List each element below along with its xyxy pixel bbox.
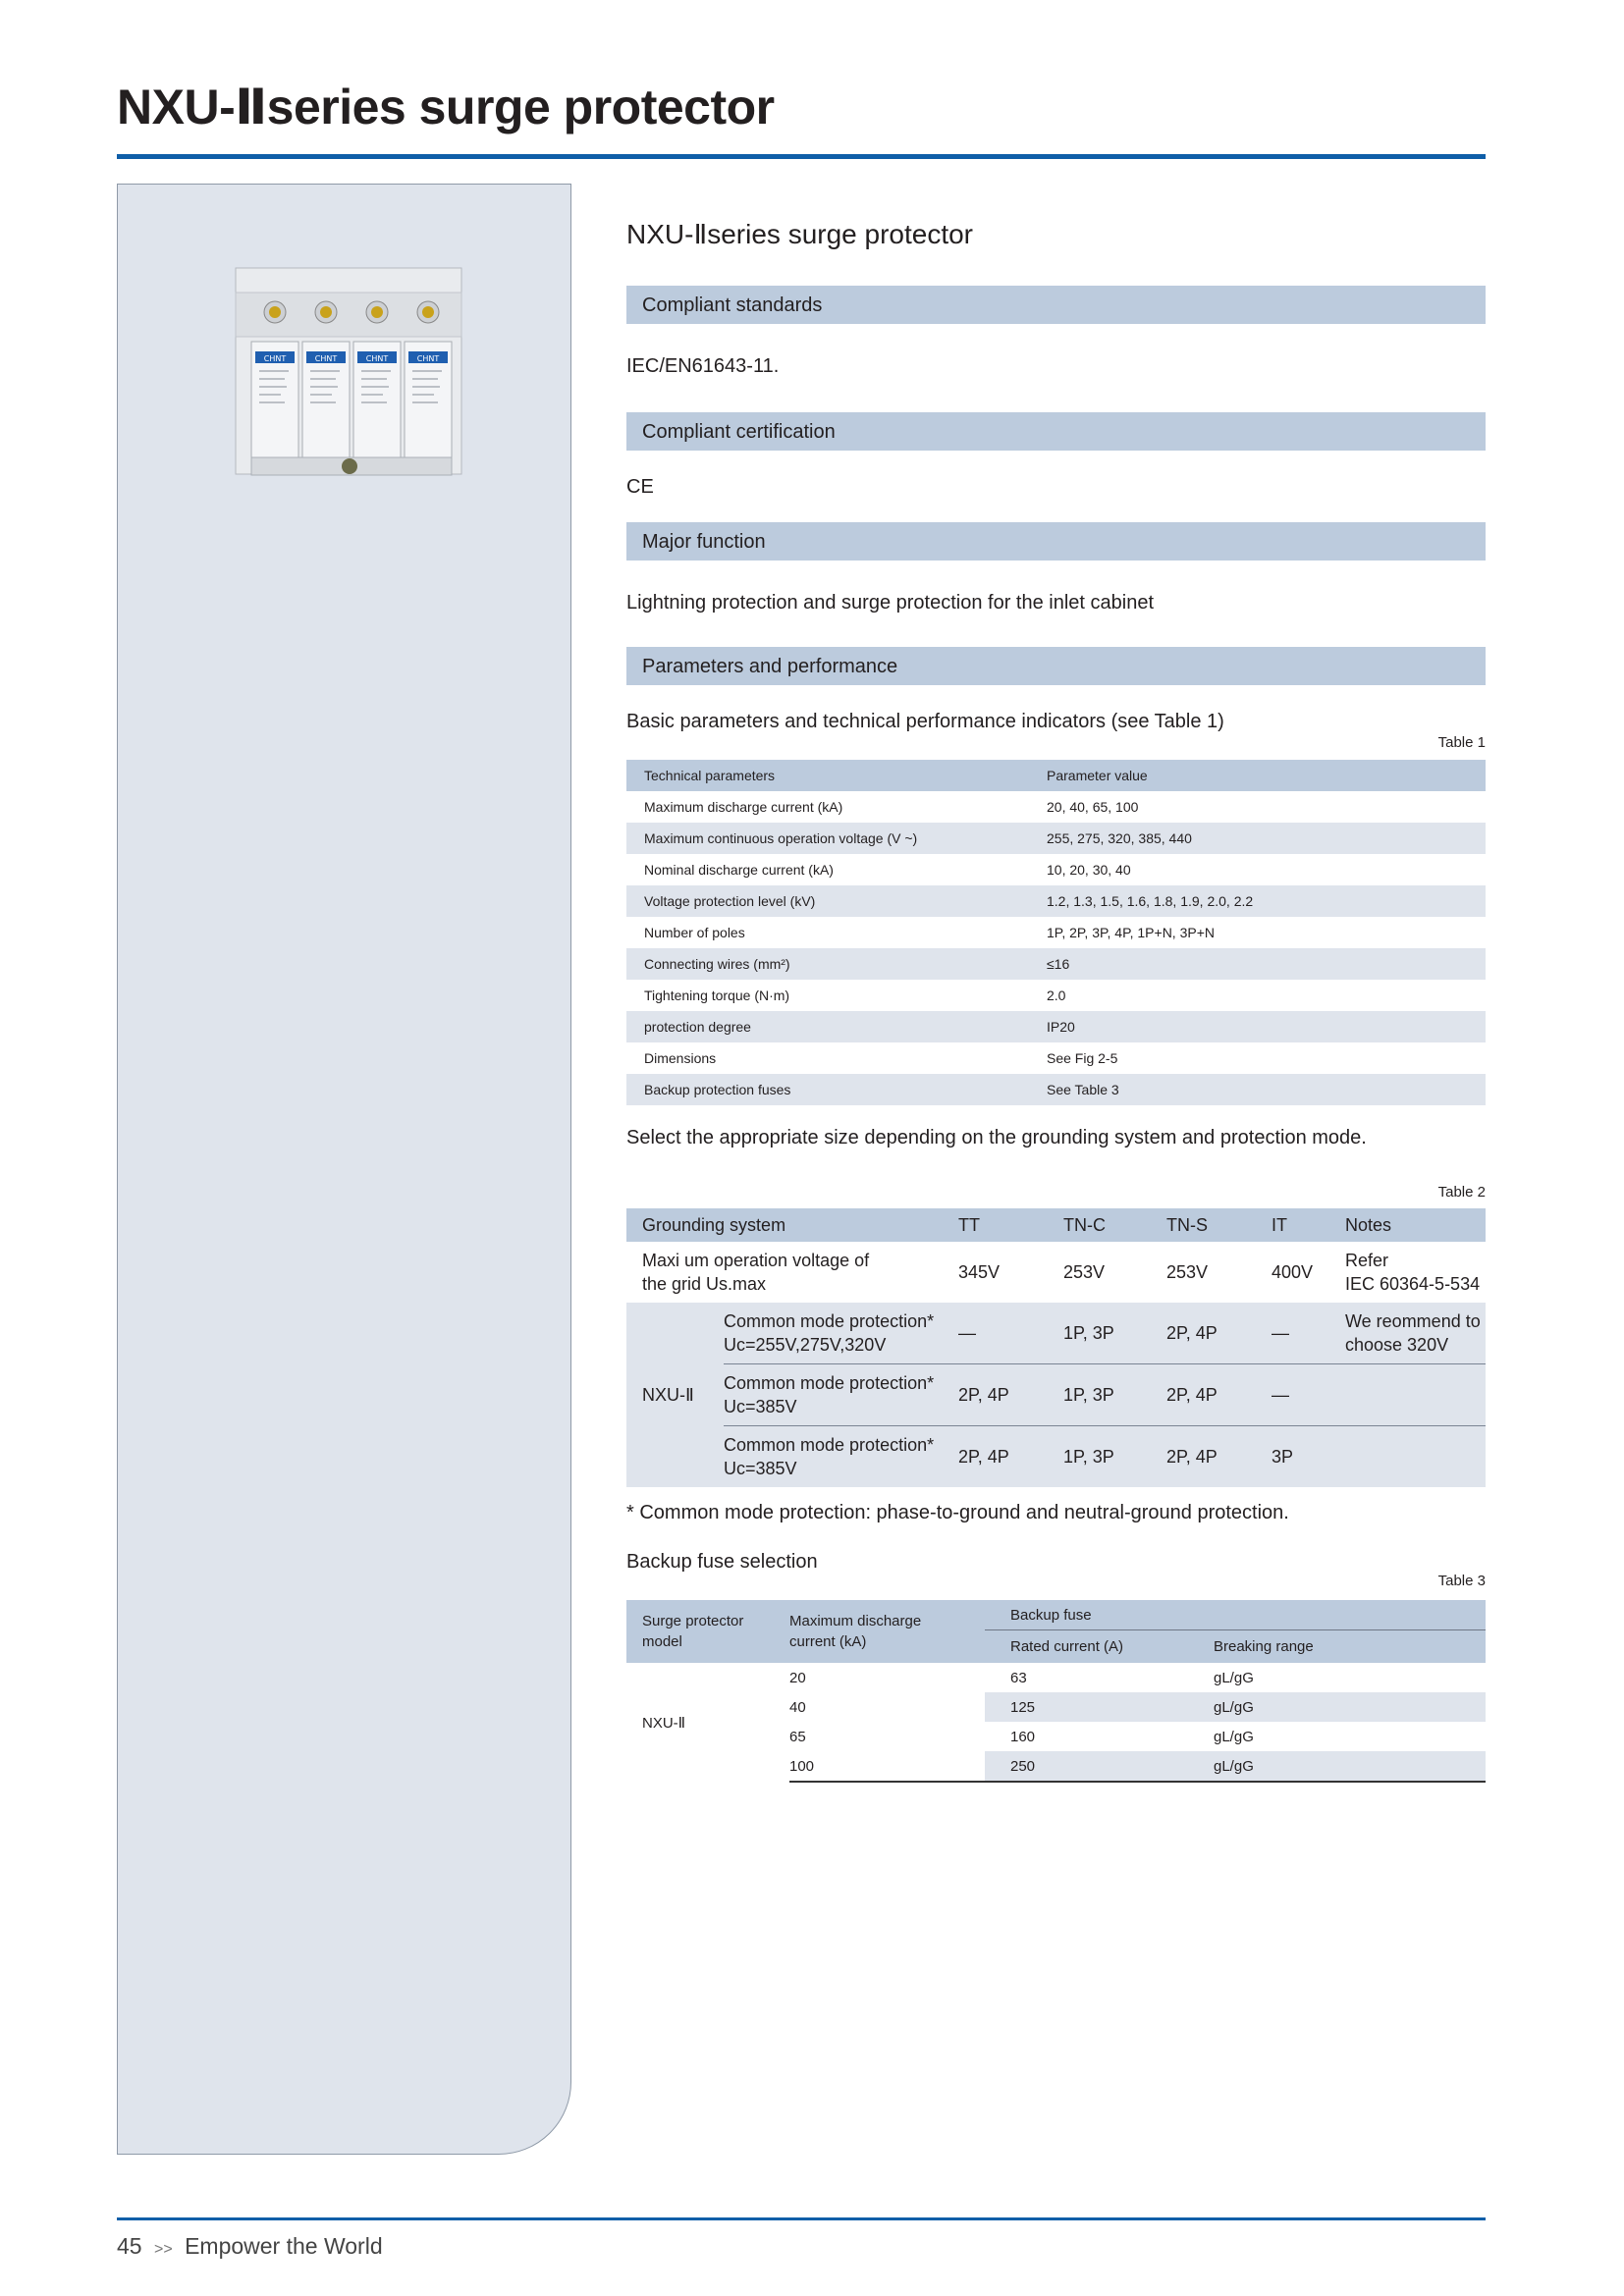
value-cell: 1P, 2P, 3P, 4P, 1P+N, 3P+N <box>1047 925 1215 940</box>
backup-fuse-table <box>626 1600 1486 1783</box>
param-cell: Nominal discharge current (kA) <box>644 862 834 878</box>
it-cell: 400V <box>1272 1261 1314 1282</box>
header-line: Surge protector <box>642 1613 744 1629</box>
model-cell: NXU-Ⅱ <box>626 1303 724 1487</box>
table-row <box>626 791 1486 823</box>
param-cell: Backup protection fuses <box>626 1074 1047 1105</box>
param-cell: Voltage protection level (kV) <box>626 885 1047 917</box>
mode-cell <box>724 1364 958 1426</box>
column-header: Grounding system <box>626 1208 958 1242</box>
parameters-text: Basic parameters and technical performance indicators (see Table 1) <box>626 711 1224 732</box>
table-row <box>626 823 1486 854</box>
header-line: Maximum discharge <box>789 1613 922 1629</box>
backup-fuse-title: Backup fuse selection <box>626 1551 818 1573</box>
column-header: Backup fuse <box>985 1600 1486 1630</box>
notes-cell <box>1345 1426 1486 1488</box>
it-cell: — <box>1272 1364 1345 1426</box>
it-cell: — <box>1272 1303 1345 1364</box>
tt-cell: 345V <box>958 1261 1001 1282</box>
tt-cell: — <box>958 1303 1063 1364</box>
technical-parameters-table <box>626 760 1486 1105</box>
notes-cell <box>1345 1303 1486 1364</box>
current-cell: 65 <box>789 1728 806 1745</box>
column-header <box>626 1600 789 1663</box>
current-cell: 20 <box>789 1669 806 1686</box>
column-header: IT <box>1272 1208 1345 1242</box>
table-row <box>626 1011 1486 1042</box>
mode-line: Uc=255V,275V,320V <box>724 1335 887 1355</box>
value-cell: See Fig 2-5 <box>1047 1050 1118 1066</box>
param-cell: Number of poles <box>644 925 745 940</box>
title-rule <box>117 154 1486 159</box>
value-cell: See Table 3 <box>1047 1074 1486 1105</box>
value-cell: IP20 <box>1047 1011 1486 1042</box>
tns-cell: 2P, 4P <box>1166 1426 1272 1488</box>
param-cell: Dimensions <box>644 1050 717 1066</box>
parameters-header: Parameters and performance <box>626 647 1486 685</box>
selection-text: Select the appropriate size depending on the grounding system and protection mode. <box>626 1127 1367 1148</box>
notes-line: Refer <box>1345 1251 1389 1270</box>
table3-tag: Table 3 <box>1437 1573 1486 1589</box>
table-row <box>626 948 1486 980</box>
rated-cell: 125 <box>985 1692 1188 1722</box>
rated-cell: 63 <box>1010 1669 1027 1686</box>
mode-line: Uc=385V <box>724 1397 797 1416</box>
range-cell: gL/gG <box>1188 1751 1486 1782</box>
current-cell: 40 <box>789 1698 806 1716</box>
table-row <box>626 1426 1486 1488</box>
notes-line: IEC 60364-5-534 <box>1345 1274 1481 1294</box>
tnc-cell: 1P, 3P <box>1063 1303 1166 1364</box>
certification-header: Compliant certification <box>626 412 1486 451</box>
svg-text:CHNT: CHNT <box>314 354 338 363</box>
table1-tag: Table 1 <box>1437 734 1486 751</box>
range-cell: gL/gG <box>1214 1669 1254 1686</box>
table-header-row <box>626 1600 1486 1630</box>
column-header: Parameter value <box>1047 760 1486 791</box>
param-cell: Maximum continuous operation voltage (V ~) <box>626 823 1047 854</box>
table-row <box>626 1042 1486 1074</box>
table2-tag: Table 2 <box>1437 1184 1486 1201</box>
param-cell: Maximum discharge current (kA) <box>644 799 843 815</box>
range-cell: gL/gG <box>1188 1692 1486 1722</box>
tnc-cell: 1P, 3P <box>1063 1426 1166 1488</box>
table-row <box>626 1364 1486 1426</box>
column-header: TT <box>958 1208 1063 1242</box>
tns-cell: 2P, 4P <box>1166 1303 1272 1364</box>
column-header: TN-C <box>1063 1208 1166 1242</box>
voltage-label-line: Maxi um operation voltage of <box>642 1251 870 1270</box>
table-row <box>626 1303 1486 1364</box>
tns-cell: 253V <box>1166 1261 1209 1282</box>
standards-header: Compliant standards <box>626 286 1486 324</box>
value-cell: 1.2, 1.3, 1.5, 1.6, 1.8, 1.9, 2.0, 2.2 <box>1047 885 1486 917</box>
model-cell: NXU-Ⅱ <box>642 1714 686 1732</box>
value-cell: 255, 275, 320, 385, 440 <box>1047 823 1486 854</box>
value-cell: 2.0 <box>1047 988 1066 1003</box>
mode-line: Uc=385V <box>724 1459 797 1478</box>
column-header <box>789 1600 985 1663</box>
footer-tagline: Empower the World <box>185 2233 383 2259</box>
certification-text: CE <box>626 476 654 498</box>
tt-cell: 2P, 4P <box>958 1426 1063 1488</box>
header-line: current (kA) <box>789 1633 867 1650</box>
table-row <box>626 1663 1486 1692</box>
voltage-label-line: the grid Us.max <box>642 1274 767 1294</box>
column-header: Notes <box>1345 1208 1486 1242</box>
table-row <box>626 1074 1486 1105</box>
rated-cell: 250 <box>985 1751 1188 1782</box>
product-image <box>226 253 471 484</box>
tns-cell: 2P, 4P <box>1166 1364 1272 1426</box>
page-number: 45 <box>117 2233 142 2259</box>
value-cell: 20, 40, 65, 100 <box>1047 799 1139 815</box>
table-row <box>626 917 1486 948</box>
notes-cell <box>1345 1242 1486 1303</box>
mode-cell <box>724 1303 958 1364</box>
param-cell: Connecting wires (mm²) <box>626 948 1047 980</box>
range-cell: gL/gG <box>1214 1728 1254 1745</box>
param-cell: protection degree <box>626 1011 1047 1042</box>
tt-cell: 2P, 4P <box>958 1364 1063 1426</box>
table-row <box>626 1242 1486 1303</box>
svg-text:CHNT: CHNT <box>365 354 389 363</box>
notes-line: We reommend to <box>1345 1311 1481 1331</box>
function-header: Major function <box>626 522 1486 561</box>
column-header: Rated current (A) <box>985 1630 1188 1663</box>
notes-line: choose 320V <box>1345 1335 1449 1355</box>
mode-cell <box>724 1426 958 1488</box>
page-title: NXU-Ⅱseries surge protector <box>117 80 775 134</box>
footer-arrows: >> <box>153 2241 173 2258</box>
value-cell: ≤16 <box>1047 948 1486 980</box>
table-row <box>626 854 1486 885</box>
section-title: NXU-Ⅱseries surge protector <box>626 219 974 249</box>
notes-cell <box>1345 1364 1486 1426</box>
tnc-cell: 1P, 3P <box>1063 1364 1166 1426</box>
it-cell: 3P <box>1272 1426 1345 1488</box>
mode-line: Common mode protection* <box>724 1311 935 1331</box>
page-footer <box>117 2233 383 2260</box>
column-header: Technical parameters <box>626 760 1047 791</box>
side-panel <box>117 184 571 2155</box>
value-cell: 10, 20, 30, 40 <box>1047 862 1131 878</box>
mode-line: Common mode protection* <box>724 1435 935 1455</box>
column-header: TN-S <box>1166 1208 1272 1242</box>
table-header-row <box>626 1208 1486 1242</box>
header-line: model <box>642 1633 682 1650</box>
current-cell: 100 <box>789 1751 985 1782</box>
voltage-label-cell <box>626 1242 958 1303</box>
standards-text: IEC/EN61643-11. <box>626 355 780 377</box>
rated-cell: 160 <box>1010 1728 1036 1745</box>
table-row <box>626 980 1486 1011</box>
footer-rule <box>117 2217 1486 2220</box>
table-header-row <box>626 760 1486 791</box>
mode-line: Common mode protection* <box>724 1373 935 1393</box>
svg-text:CHNT: CHNT <box>263 354 287 363</box>
param-cell: Tightening torque (N·m) <box>644 988 790 1003</box>
svg-text:CHNT: CHNT <box>416 354 440 363</box>
table-row <box>626 885 1486 917</box>
grounding-system-table <box>626 1208 1486 1487</box>
footnote-text: * Common mode protection: phase-to-ground and neutral-ground protection. <box>626 1502 1289 1523</box>
function-text: Lightning protection and surge protection for the inlet cabinet <box>626 592 1155 614</box>
column-header: Breaking range <box>1188 1630 1486 1663</box>
tnc-cell: 253V <box>1063 1261 1106 1282</box>
